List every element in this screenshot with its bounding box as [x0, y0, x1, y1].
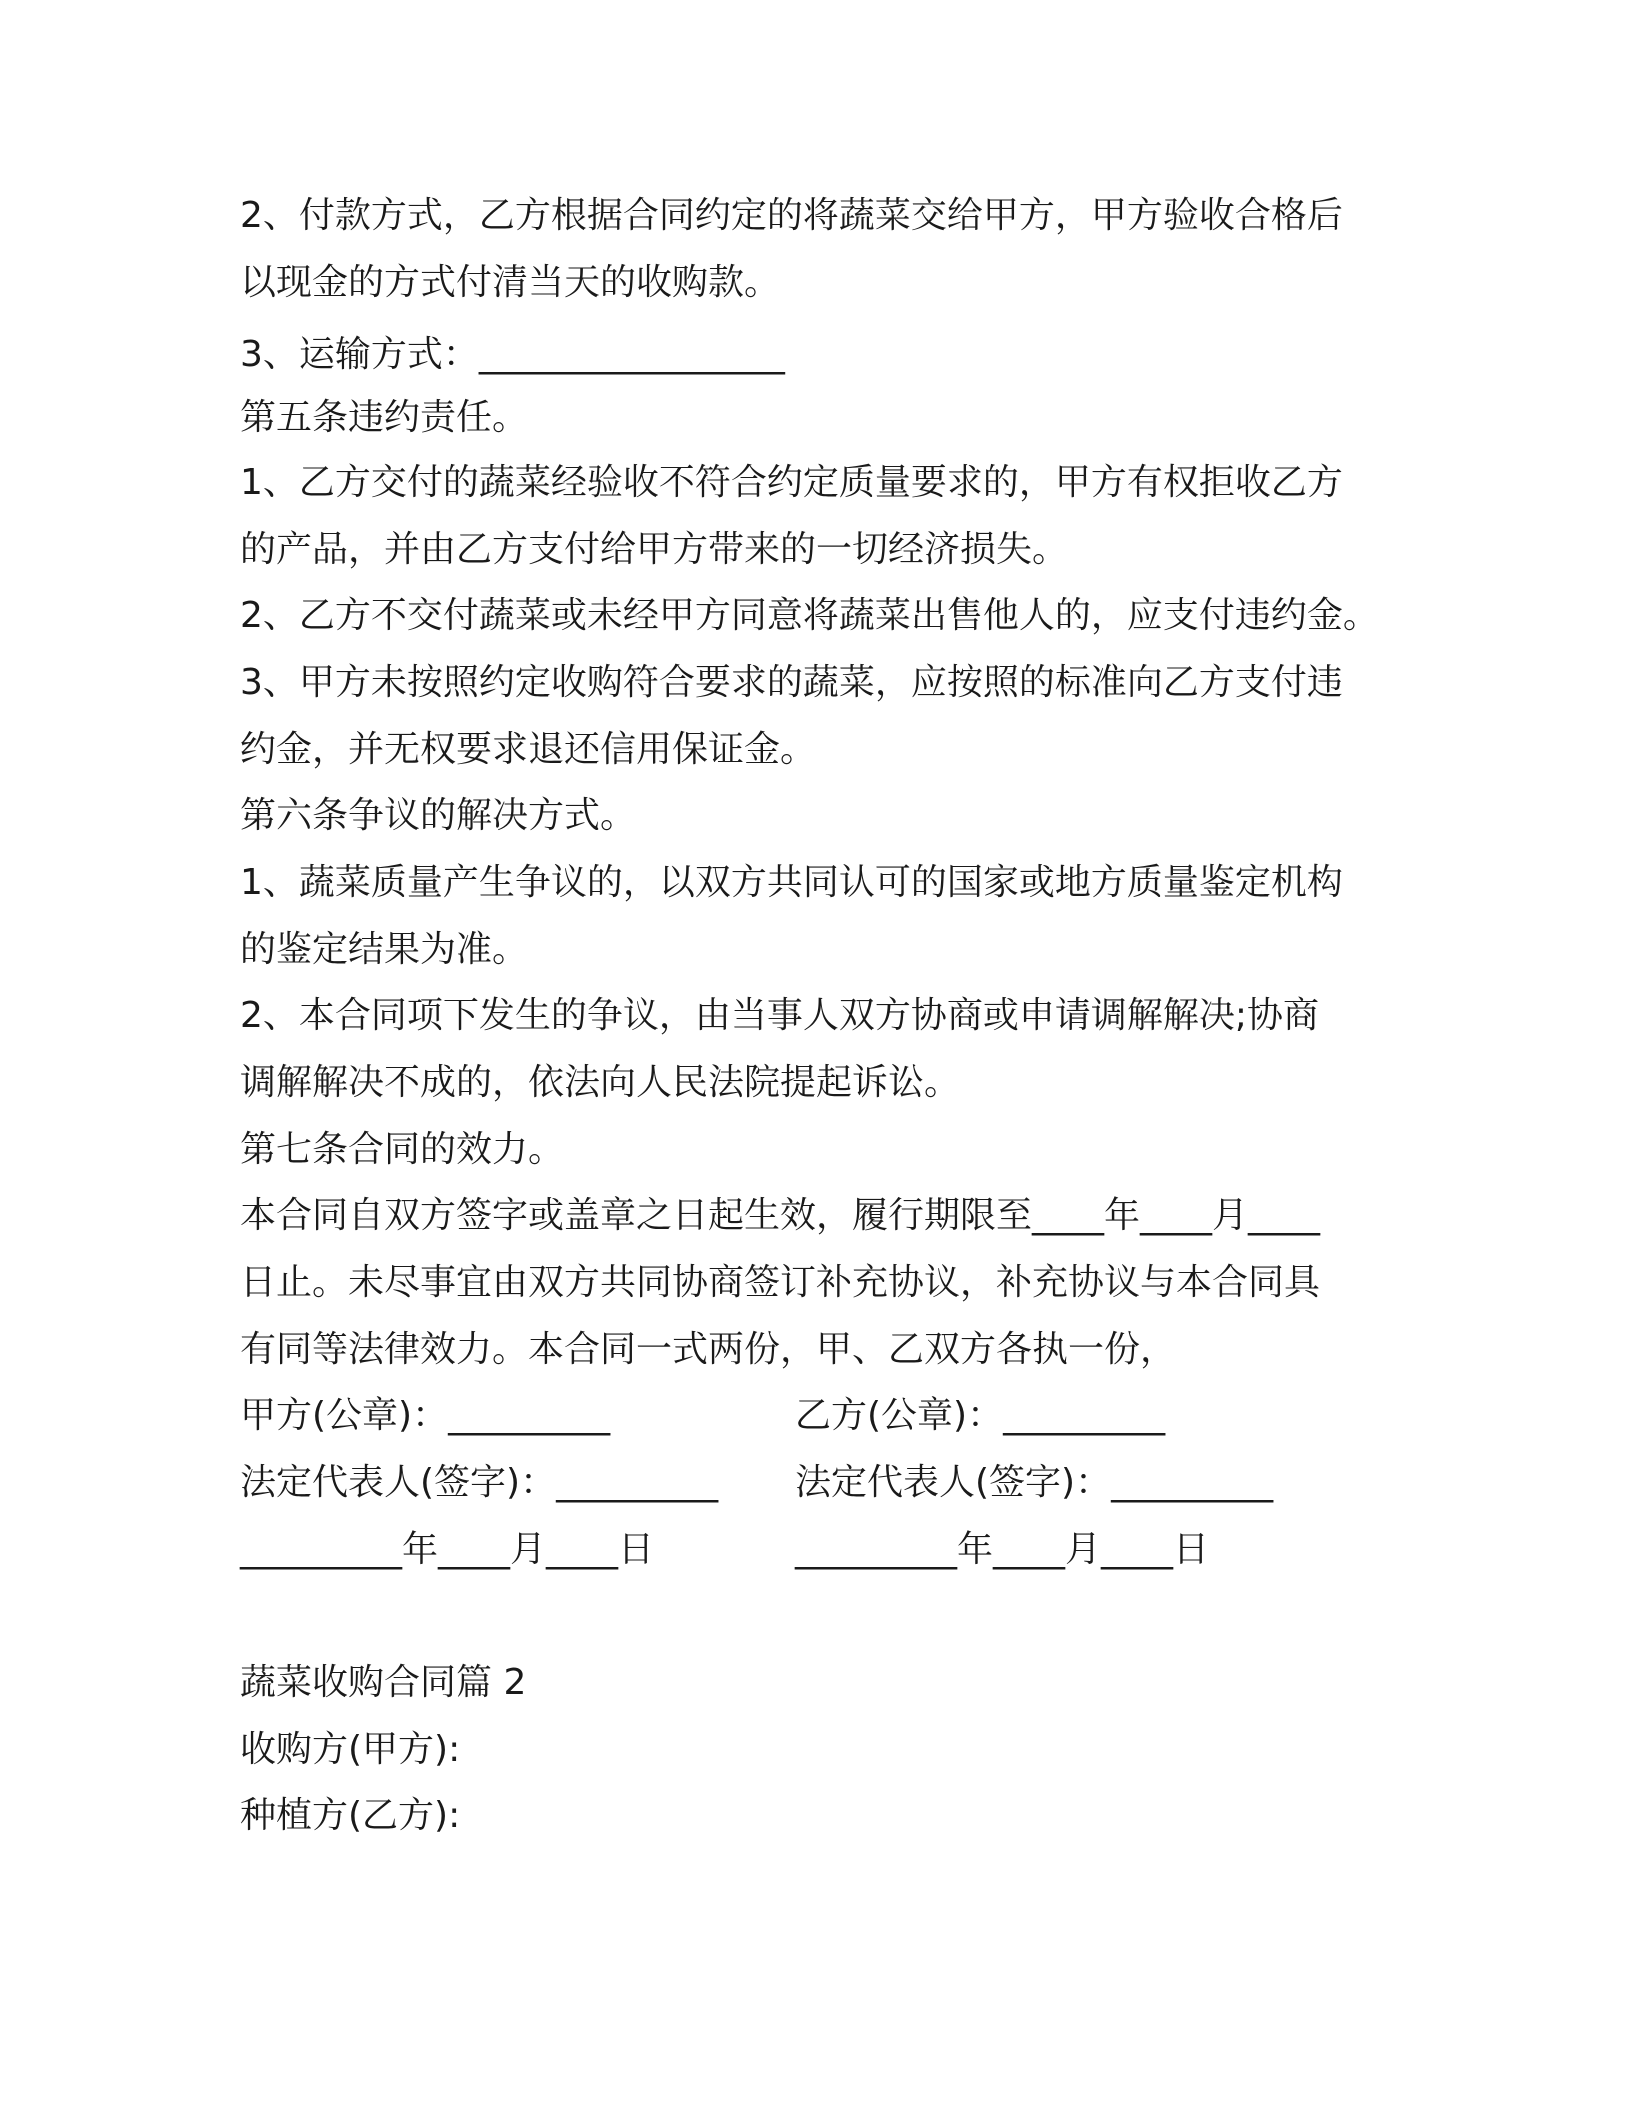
- clause-4-3: 3、运输方式：_________________: [240, 334, 785, 375]
- grower-label: 种植方(乙方):: [240, 1795, 461, 1836]
- clause-5-2: 2、乙方不交付蔬菜或未经甲方同意将蔬菜出售他人的，应支付违约金。: [240, 595, 1379, 636]
- article-7-line-2: 日止。未尽事宜由双方共同协商签订补充协议，补充协议与本合同具: [240, 1262, 1321, 1303]
- party-a-date: _________年____月____日: [240, 1529, 654, 1570]
- clause-6-1-line-1: 1、蔬菜质量产生争议的，以双方共同认可的国家或地方质量鉴定机构: [240, 862, 1343, 903]
- clause-6-2-line-1: 2、本合同项下发生的争议，由当事人双方协商或申请调解解决;协商: [240, 995, 1320, 1036]
- article-7-line-3: 有同等法律效力。本合同一式两份，甲、乙双方各执一份，: [240, 1329, 1177, 1370]
- clause-5-1-line-1: 1、乙方交付的蔬菜经验收不符合约定质量要求的，甲方有权拒收乙方: [240, 462, 1343, 503]
- party-a-representative: 法定代表人(签字)：_________: [240, 1462, 719, 1503]
- clause-6-1-line-2: 的鉴定结果为准。: [240, 929, 529, 970]
- article-7-heading: 第七条合同的效力。: [240, 1129, 565, 1170]
- clause-5-3-line-2: 约金，并无权要求退还信用保证金。: [240, 729, 817, 770]
- buyer-label: 收购方(甲方):: [240, 1729, 461, 1770]
- clause-4-2-line-2: 以现金的方式付清当天的收购款。: [240, 262, 781, 303]
- party-b-date: _________年____月____日: [795, 1529, 1209, 1570]
- party-a-seal: 甲方(公章)：_________: [240, 1395, 611, 1436]
- article-7-line-1: 本合同自双方签字或盖章之日起生效，履行期限至____年____月____: [240, 1195, 1321, 1236]
- article-5-heading: 第五条违约责任。: [240, 397, 529, 438]
- article-6-heading: 第六条争议的解决方式。: [240, 795, 637, 836]
- clause-6-2-line-2: 调解解决不成的，依法向人民法院提起诉讼。: [240, 1062, 961, 1103]
- clause-5-3-line-1: 3、甲方未按照约定收购符合要求的蔬菜，应按照的标准向乙方支付违: [240, 662, 1343, 703]
- party-b-representative: 法定代表人(签字)：_________: [795, 1462, 1274, 1503]
- party-b-seal: 乙方(公章)：_________: [795, 1395, 1166, 1436]
- clause-4-2-line-1: 2、付款方式，乙方根据合同约定的将蔬菜交给甲方，甲方验收合格后: [240, 195, 1343, 236]
- clause-5-1-line-2: 的产品，并由乙方支付给甲方带来的一切经济损失。: [240, 529, 1069, 570]
- section-2-title: 蔬菜收购合同篇 2: [240, 1662, 527, 1703]
